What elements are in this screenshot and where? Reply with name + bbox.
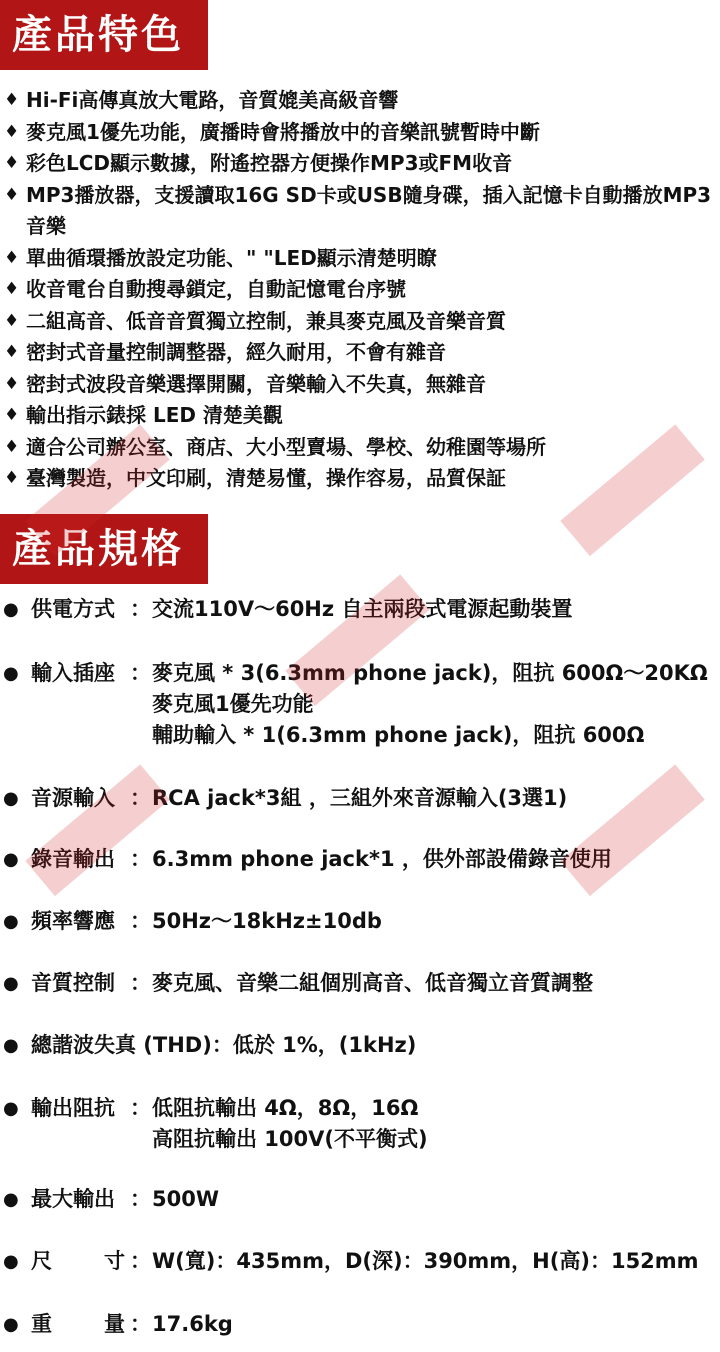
spec-label: 錄音輸出 — [31, 847, 115, 871]
spec-text: 總諧波失真 (THD)：低於 1%，(1kHz) — [31, 1033, 417, 1057]
spec-value: 交流110V～60Hz 自主兩段式電源起動裝置 — [152, 597, 573, 621]
spec-value-line2: 麥克風1優先功能 — [152, 692, 314, 716]
spec-label: 輸出阻抗 — [31, 1096, 115, 1120]
feature-item: ♦ Hi-Fi高傳真放大電路，音質媲美高級音響 — [0, 85, 720, 117]
spec-label: 最大輸出 — [31, 1187, 115, 1211]
spec-label: 頻率響應 — [31, 909, 115, 933]
diamond-bullet-icon: ♦ — [4, 405, 20, 425]
diamond-bullet-icon: ♦ — [4, 153, 20, 173]
spec-value: 500W — [152, 1187, 219, 1211]
spec-value: 17.6kg — [152, 1312, 233, 1336]
bullet-icon: ● — [3, 1251, 19, 1272]
spec-label: 音源輸入 — [31, 786, 115, 810]
spec-value: 麥克風、音樂二組個別高音、低音獨立音質調整 — [152, 971, 593, 995]
bullet-icon: ● — [3, 599, 19, 620]
spec-label: 供電方式 — [31, 597, 115, 621]
spec-colon: ： — [130, 661, 151, 685]
bullet-icon: ● — [3, 1189, 19, 1210]
bullet-icon: ● — [3, 1314, 19, 1335]
spec-colon: ： — [130, 597, 151, 621]
spec-colon: ： — [130, 1187, 151, 1211]
diamond-bullet-icon: ♦ — [4, 247, 20, 268]
spec-label-part2: 寸 — [104, 1249, 125, 1273]
watermark-stamp-icon — [545, 760, 715, 910]
feature-item: ♦ 二組高音、低音音質獨立控制，兼具麥克風及音樂音質 — [0, 306, 720, 338]
diamond-bullet-icon: ♦ — [4, 184, 20, 205]
spec-label: 音質控制 — [31, 971, 115, 995]
feature-item: ♦ 彩色LCD顯示數據，附遙控器方便操作MP3或FM收音 — [0, 148, 720, 180]
feature-item: ♦ 麥克風1優先功能，廣播時會將播放中的音樂訊號暫時中斷 — [0, 117, 720, 149]
spec-colon: ： — [130, 1096, 151, 1120]
spec-label-part1: 尺 — [31, 1249, 52, 1273]
spec-colon: ： — [130, 1249, 151, 1273]
spec-value-line3: 輔助輸入 * 1(6.3mm phone jack)，阻抗 600Ω — [152, 723, 645, 747]
spec-colon: ： — [130, 1312, 151, 1336]
bullet-icon: ● — [3, 788, 19, 809]
feature-item: ♦ 臺灣製造，中文印刷，清楚易懂，操作容易，品質保証 — [0, 463, 720, 495]
diamond-bullet-icon: ♦ — [4, 468, 20, 488]
bullet-icon: ● — [3, 849, 19, 870]
bullet-icon: ● — [3, 663, 19, 684]
spec-value: 低阻抗輸出 4Ω，8Ω，16Ω — [152, 1096, 419, 1120]
spec-colon: ： — [130, 909, 151, 933]
spec-label: 輸入插座 — [31, 661, 115, 685]
bullet-icon: ● — [3, 1098, 19, 1119]
spec-colon: ： — [130, 971, 151, 995]
feature-item: ♦ 密封式波段音樂選擇開關，音樂輸入不失真，無雜音 — [0, 369, 720, 401]
spec-value: 麥克風 * 3(6.3mm phone jack)，阻抗 600Ω～20KΩ — [152, 661, 708, 685]
feature-item: ♦ 單曲循環播放設定功能、" "LED顯示清楚明瞭 — [0, 243, 720, 275]
feature-item: ♦ 密封式音量控制調整器，經久耐用，不會有雜音 — [0, 337, 720, 369]
spec-label-part1: 重 — [31, 1312, 52, 1336]
feature-item: ♦ 輸出指示錶採 LED 清楚美觀 — [0, 400, 720, 432]
diamond-bullet-icon: ♦ — [4, 90, 20, 110]
spec-colon: ： — [130, 786, 151, 810]
bullet-icon: ● — [3, 973, 19, 994]
feature-item: ♦ 收音電台自動搜尋鎖定，自動記憶電台序號 — [0, 274, 720, 306]
specs-heading: 產品規格 — [0, 514, 208, 584]
spec-value: 6.3mm phone jack*1 ，供外部設備錄音使用 — [152, 847, 612, 871]
feature-item: ♦ 適合公司辦公室、商店、大小型賣場、學校、幼稚園等場所 — [0, 432, 720, 464]
spec-value: RCA jack*3組 ，三組外來音源輸入(3選1) — [152, 786, 568, 810]
bullet-icon: ● — [3, 1035, 19, 1056]
diamond-bullet-icon: ♦ — [4, 279, 20, 299]
spec-value: 50Hz～18kHz±10db — [152, 909, 382, 933]
diamond-bullet-icon: ♦ — [4, 310, 20, 331]
bullet-icon: ● — [3, 911, 19, 932]
spec-value-line2: 高阻抗輸出 100V(不平衡式) — [152, 1127, 428, 1151]
spec-value: W(寬)：435mm，D(深)：390mm，H(高)：152mm — [152, 1249, 699, 1273]
diamond-bullet-icon: ♦ — [4, 121, 20, 142]
features-list — [0, 85, 720, 495]
diamond-bullet-icon: ♦ — [4, 436, 20, 457]
diamond-bullet-icon: ♦ — [4, 373, 20, 394]
spec-label-part2: 量 — [104, 1312, 125, 1336]
feature-item: ♦ MP3播放器，支援讀取16G SD卡或USB隨身碟，插入記憶卡自動播放MP3音樂 — [0, 180, 718, 243]
spec-colon: ： — [130, 847, 151, 871]
diamond-bullet-icon: ♦ — [4, 342, 20, 362]
features-heading: 產品特色 — [0, 0, 208, 70]
